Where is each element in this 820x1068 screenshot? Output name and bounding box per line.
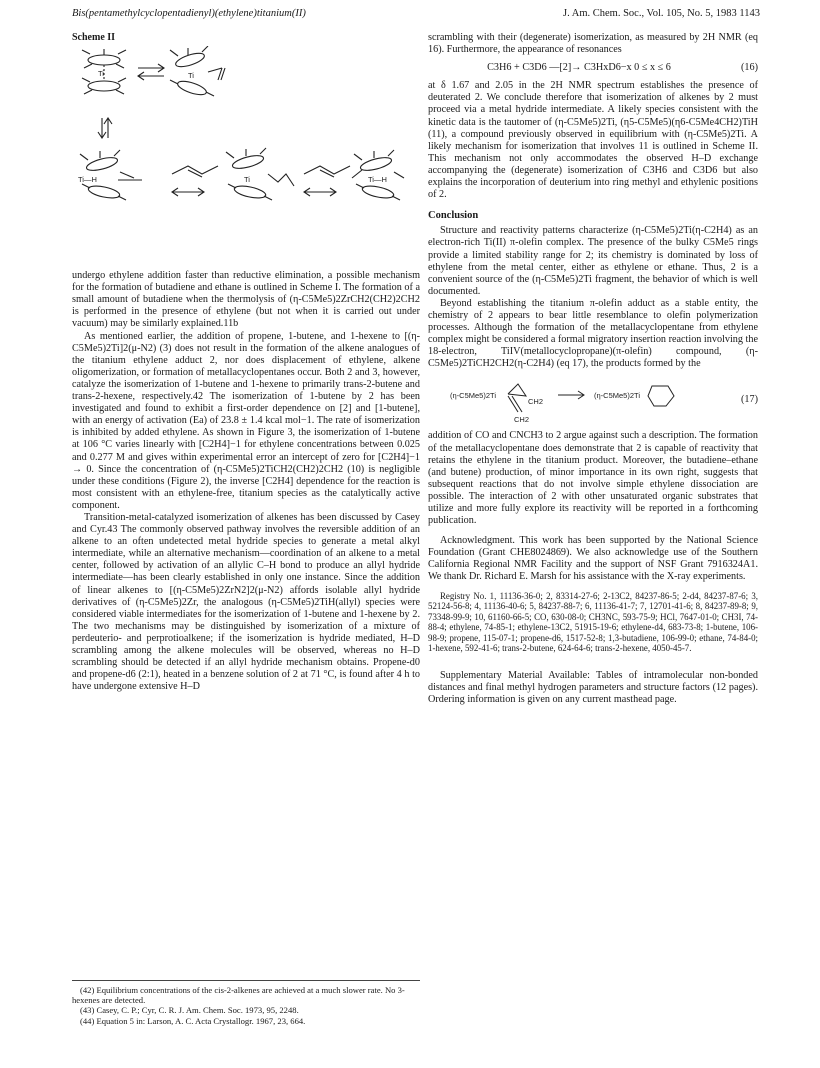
butene-fragment-1: [172, 166, 218, 196]
running-header: [72, 8, 760, 26]
equation-17-right-label: (η-C5Me5)2Ti: [594, 391, 640, 401]
footnote-42: (42) Equilibrium concentrations of the cis-2-alkenes are achieved at a much slower rate. No 3-hexenes are detected.: [72, 985, 405, 1006]
acknowledgment: Acknowledgment. This work has been supported by the National Science Foundation (Grant CHE8024869). We also acknowledge use of the Southern California Regional NMR Facility and the support of NSF Grant 7916324A1. We thank Dr. Richard E. Marsh for his assistance with the X-ray experiments.: [428, 535, 758, 583]
equation-17-ch2-a: CH2: [528, 397, 544, 407]
scheme-title: Scheme II: [72, 32, 116, 43]
scheme-ii-diagram: [72, 46, 420, 262]
paragraph-deuterium-evidence: at δ 1.67 and 2.05 in the 2H NMR spectrum establishes the presence of deuterated 2. We conclude therefore that isomerization of alkenes by 2 must proceed via a metal hydride intermediate. A likely species consistent with the kinetic data is the tautomer of (η-C5Me5)2Ti, (η5-C5Me5)(η6-C5Me4CH2)TiH (11), a compound previously observed in equilibrium with (η-C5Me5)2Ti. A likely mechanism for isomerization that involves 11 is outlined in Scheme II. This mechanism not only accommodates the observed H–D exchange accompanying the (degenerate) isomerization of C3H6 and C3D6 but also explains the incorporation of deuterium into ring methyl and ethylenic positions of 2.: [428, 80, 758, 201]
paragraph-mechanism-intro: undergo ethylene addition faster than reductive elimination, a possible mechanism for the formation of butadiene and ethane is outlined in Scheme I. The formation of a small amount of butadiene when the thermolysis of (η-C5Me5)2ZrCH2(CH2)2CH2 is performed in the presence of ethylene (but not when it is carried out under vacuum) may be similarly explained.11b: [72, 270, 420, 330]
registry-numbers: Registry No. 1, 11136-36-0; 2, 83314-27-6; 2-13C2, 84237-86-5; 2-d4, 84237-87-6; 3, 52124-56-8; 4, 11136-40-6; 5, 84237-88-7; 6, 11136-41-7; 7, 12701-41-6; 8, 84237-89-8; 9, 73348-99-9; 10, 61160-66-5; CO, 630-08-0; CH3NC, 593-75-9; HCl, 7647-01-0; CH3I, 74-88-4; ethylene, 74-85-1; ethylene-13C2, 51915-19-6; ethylene-d4, 683-73-8; 1-butene, 106-98-9; propene, 115-07-1; propene-d6, 1517-52-8; 1,3-butadiene, 106-99-0; ethane, 74-84-0; 1-hexene, 592-41-6; trans-2-butene, 624-64-6; trans-2-hexene, 4050-45-7.: [428, 590, 758, 654]
scheme-label-tih-1: Ti—H: [78, 175, 97, 185]
equation-17: [428, 376, 758, 424]
butene-fragment-2: [304, 166, 350, 196]
metallacyclopentane-ring: [648, 386, 674, 406]
footnote-44: (44) Equation 5 in: Larson, A. C. Acta Crystallogr. 1967, 23, 664.: [80, 1015, 306, 1026]
paragraph-conclusion-structure: Structure and reactivity patterns characterize (η-C5Me5)2Ti(η-C2H4) as an electron-rich Ti(II) π-olefin complex. The presence of the bulky C5Me5 rings provide a limited stability range for 2; its chemistry is dominated by loss of ethylene from the metal center, either as ethylene or ethane. Thus, 2 is a convenient source of the (η-C5Me5)2Ti fragment, the behavior of which is well documented.: [428, 225, 758, 297]
header-article-title: Bis(pentamethylcyclopentadienyl)(ethylene)titanium(II): [72, 8, 306, 19]
equation-17-diagram: [428, 376, 728, 424]
paragraph-scrambling: scrambling with their (degenerate) isomerization, as measured by 2H NMR (eq 16). Furthermore, the appearance of resonances: [428, 32, 758, 56]
equilibrium-arrow-vertical: [98, 118, 112, 138]
header-journal-citation: J. Am. Chem. Soc., Vol. 105, No. 5, 1983 1143: [563, 8, 760, 19]
scheme-label-ti-2: Ti: [188, 71, 194, 81]
equation-17-ch2-b: CH2: [514, 415, 530, 425]
metallacyclopropane-ring: [508, 384, 526, 396]
scheme-label-tih-2: Ti—H: [368, 175, 387, 185]
supplementary-material: Supplementary Material Available: Tables of intramolecular non-bonded distances and final methyl hydrogen parameters and structure factors (12 pages). Ordering information is given on any current masthead page.: [428, 669, 758, 705]
equation-16-number: (16): [741, 62, 758, 74]
right-column: [428, 32, 758, 706]
metallocene-structure-1: [82, 49, 126, 94]
metallocene-allyl-structure: [226, 148, 294, 200]
equation-16-body: C3H6 + C3D6 —[2]→ C3HxD6−x 0 ≤ x ≤ 6: [487, 62, 671, 74]
scheme-label-ti-1: Ti: [98, 69, 104, 79]
equation-17-number: (17): [741, 394, 758, 406]
paragraph-conclusion-chemistry: Beyond establishing the titanium π-olefin adduct as a stable entity, the chemistry of 2 appears to bear little resemblance to olefin polymerization processes. Although the formation of the metallacyclopentane from ethylene complex might be considered a formal migratory insertion reaction involving the 18-electron, TiIV(metallocyclopropane)(π-olefin) compound, (η-C5Me5)2TiCH2CH2(η-C2H4) (eq 17), the products formed by the: [428, 297, 758, 370]
left-column: [72, 32, 420, 693]
conclusion-heading: Conclusion: [428, 210, 479, 222]
paragraph-isomerization-mechanisms: Transition-metal-catalyzed isomerization of alkenes has been discussed by Casey and Cyr.43 The commonly observed pathway involves the reversible addition of an alkene to an often undetected metal hydride species to generate a metal alkyl intermediate, while an alternative mechanism—coordination of an alkene to a metal center, followed by activation of an allylic C–H bond to produce an allyl hydride intermediate—has been clearly established in only one instance. Since the addition of linear alkenes to [(η-C5Me5)2ZrN2]2(μ-N2) affords isolable allyl hydride derivatives of (η-C5Me5)2Zr, the analogous (η-C5Me5)2TiH(allyl) species were considered viable intermediates for the isomerization of 1-butene and 1-hexene by 2. The two mechanisms may be distinguished by isomerization of a mixture of perdeuterio- and perprotioalkene; if the isomerization is hydride mediated, H–D scrambling among the alkene molecules will be observed, whereas no H–D scrambling should be detected if an allyl hydride mechanism obtains. Propene-d0 and propene-d6 (2:1), heated in a benzene solution of 2 at 71 °C, is found after 4 h to have undergone extensive H–D: [72, 511, 420, 693]
equilibrium-arrow-top: [138, 64, 164, 80]
paragraph-alkene-addition: As mentioned earlier, the addition of propene, 1-butene, and 1-hexene to [(η-C5Me5)2Ti]2(μ-N2) (3) does not result in the formation of the alkene analogues of the titanium ethylene adduct 2, nor does displacement of ethylene, alkene oligomerization, or formation of metallacyclopentanes occur. Both 2 and 3, however, catalyze the isomerization of 1-butene and 1-hexene to primarily trans-2-butene and trans-2-hexene, respectively.42 The isomerization of 1-butene by 2 has been investigated and found to exhibit a first-order dependence on [2] and [1-butene], with an energy of activation (Ea) of 23.8 ± 1.4 kcal mol−1. The rate of isomerization is inhibited by added ethylene. As shown in Figure 3, the isomerization of 1-butene at 106 °C varies linearly with [C2H4]−1 for ethylene concentrations between 0.025 and 0.277 M and gives within experimental error an intercept of zero for [C2H4]−1 → 0. Since the concentration of (η-C5Me5)2TiCH2(CH2)2CH2 (10) is negligible under these conditions (Figure 2), the inverse [C2H4] dependence for the reaction is most consistent with an ethylene-free, titanium species as the catalytically active component.: [72, 330, 420, 511]
equation-17-left-label: (η-C5Me5)2Ti: [450, 391, 496, 401]
footnotes: [72, 980, 420, 1026]
footnote-43: (43) Casey, C. P.; Cyr, C. R. J. Am. Chem. Soc. 1973, 95, 2248.: [80, 1005, 299, 1016]
scheme-label-ti-3: Ti: [244, 175, 250, 185]
equation-16: [428, 62, 758, 74]
metallocene-structure-2: [170, 46, 225, 97]
paragraph-reactivity: addition of CO and CNCH3 to 2 argue against such a description. The formation of the metallacyclopentane does demonstrate that 2 is capable of reactivity that retains the ethylene in the titanium product. Moreover, the butadiene–ethane (and butene) production, of minor importance in its own right, suggests that subsequent reactions that do not involve simple ethylene dissociation are possible. The interaction of 2 with other unsaturated organic substrates that utilize and more fully explore its reactivity will be reported in a forthcoming publication.: [428, 430, 758, 527]
